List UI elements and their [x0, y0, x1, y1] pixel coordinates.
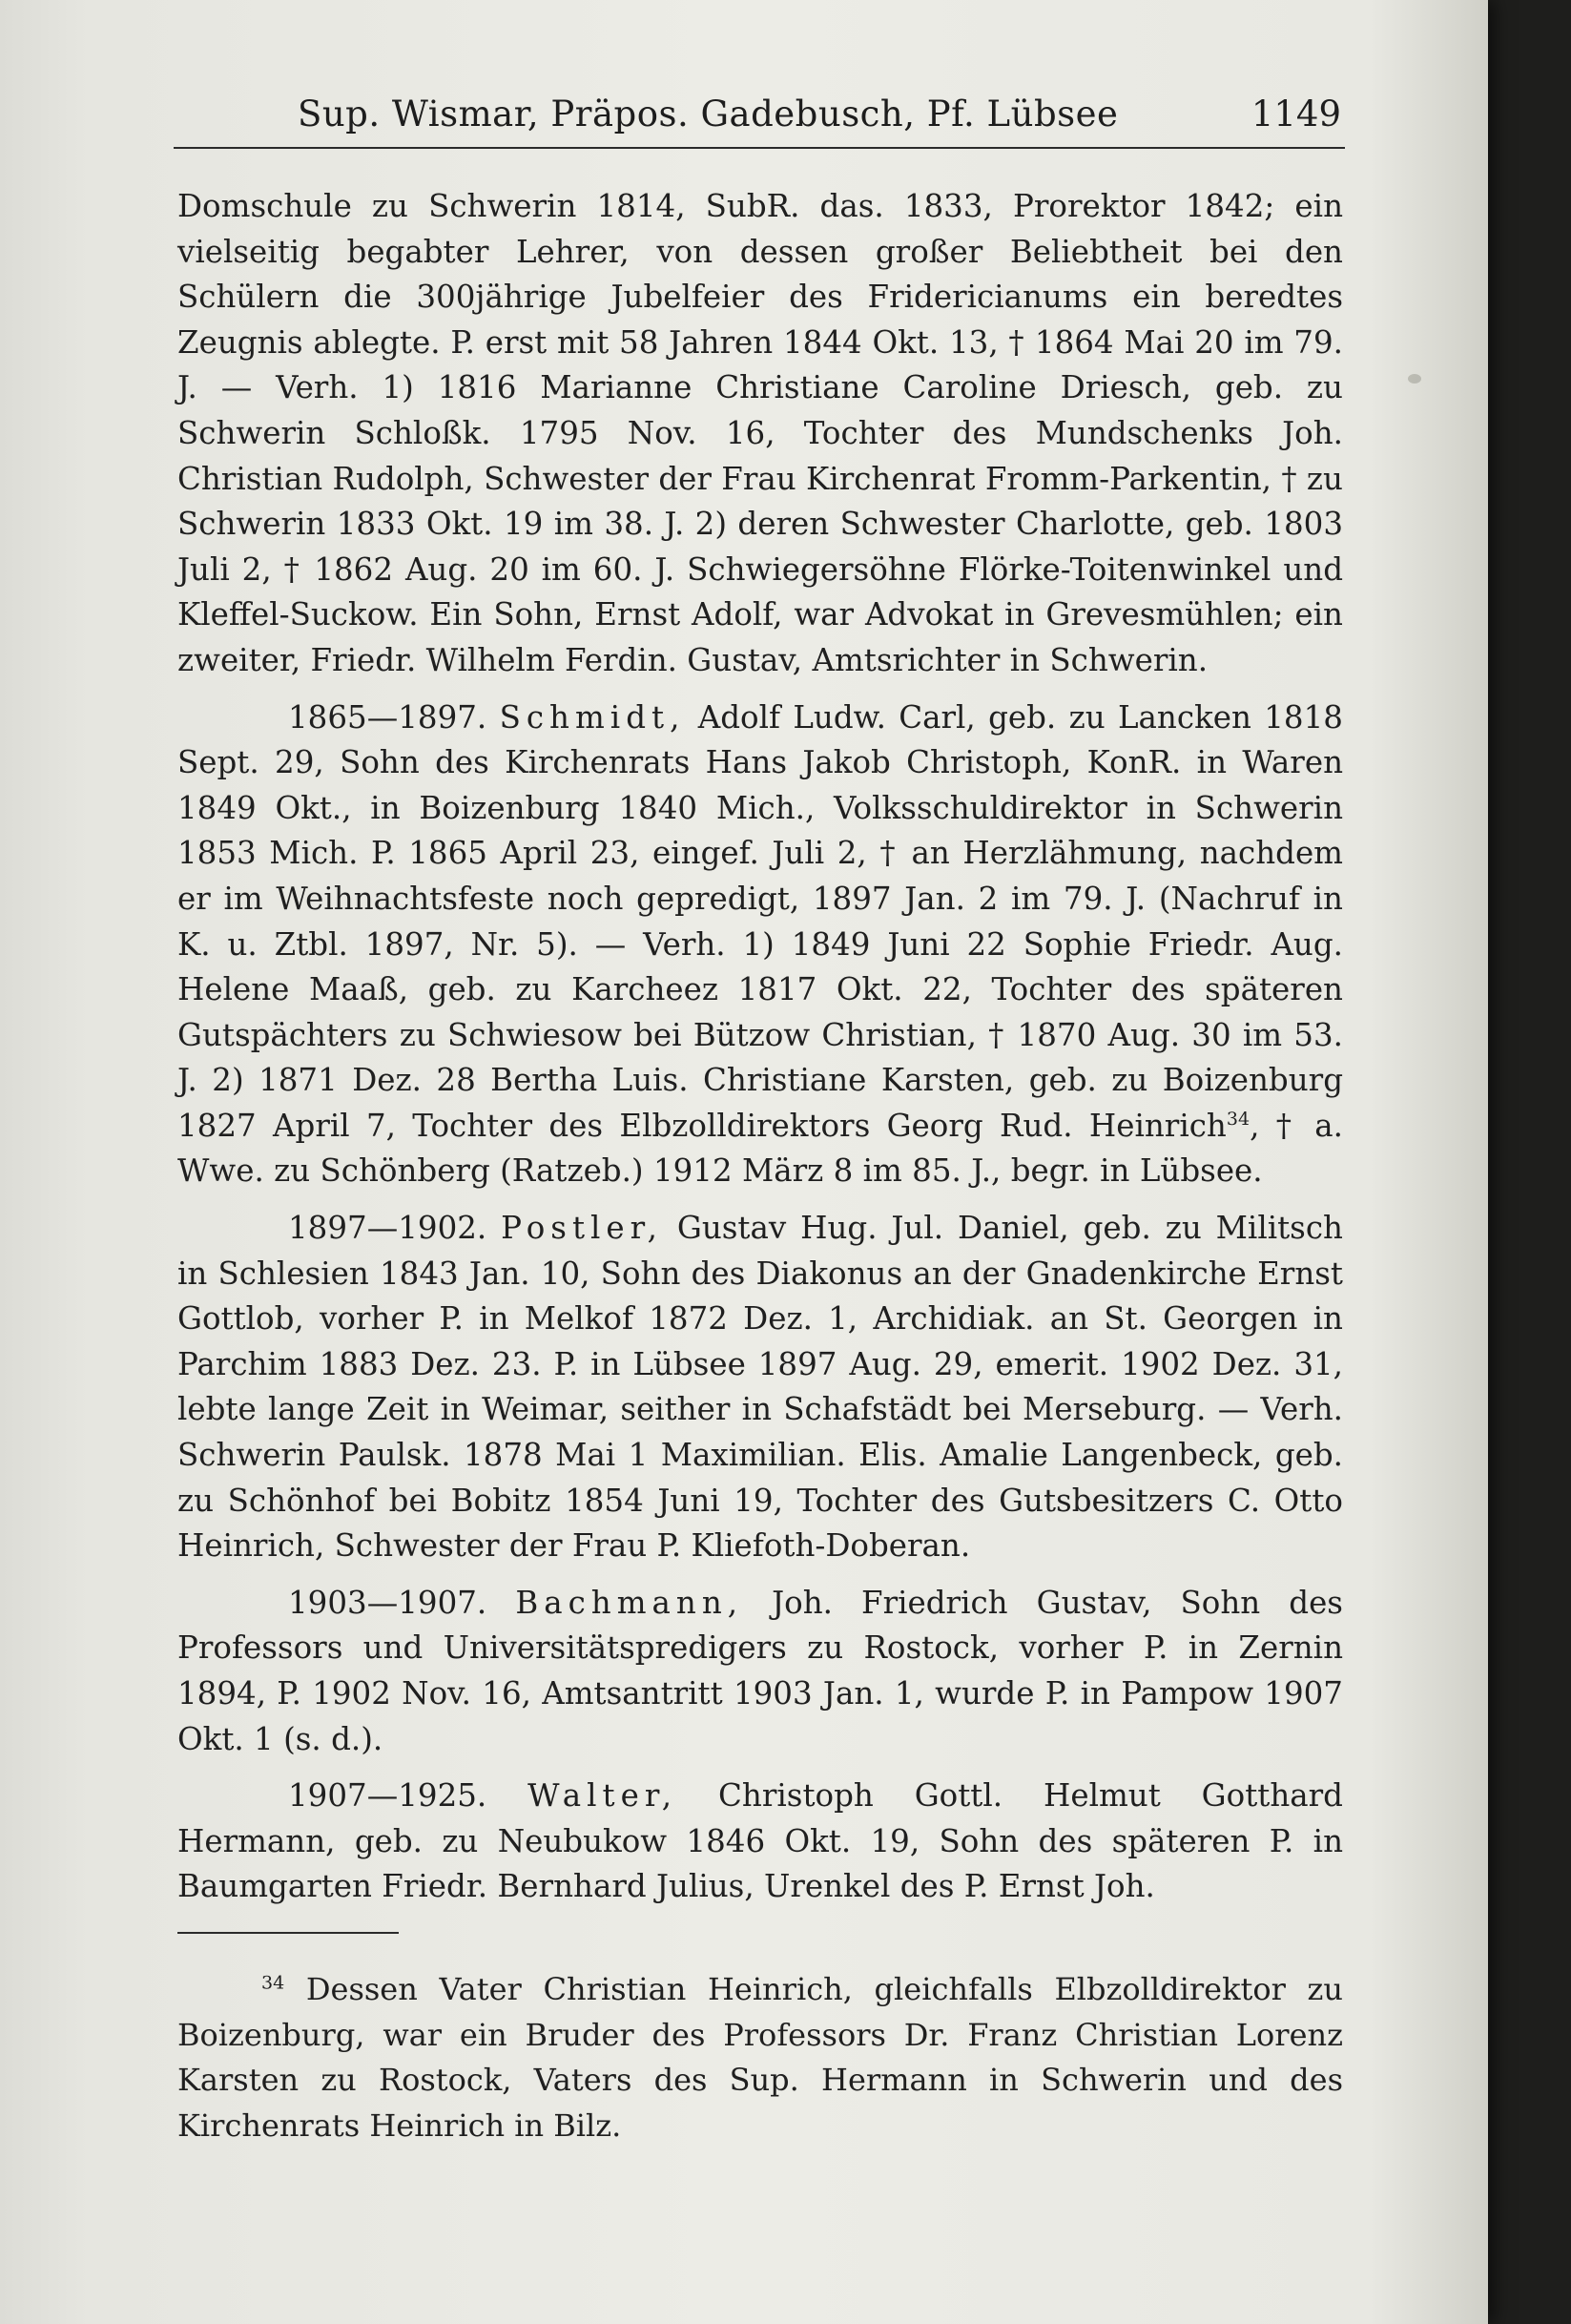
entry-name: Schmidt,: [499, 698, 686, 736]
entry-text: Adolf Ludw. Carl, geb. zu Lancken 1818 Sept. 29, Sohn des Kirchenrats Hans Jakob Christoph, KonR. in Waren 1849 Okt., in Boizenburg 1840 Mich., Volksschuldirektor in Schwerin 1853 Mich. P. 1865 April 23, eingef. Juli 2, † an Herzlähmung, nachdem er im Weihnachtsfeste noch gepredigt, 1897 Jan. 2 im 79. J. (Nachruf in K. u. Ztbl. 1897, Nr. 5). — Verh. 1) 1849 Juni 22 Sophie Friedr. Aug. Helene Maaß, geb. zu Karcheez 1817 Okt. 22, Tochter des späteren Gutspächters zu Schwiesow bei Bützow Christian, † 1870 Aug. 30 im 53. J. 2) 1871 Dez. 28 Bertha Luis. Christiane Karsten, geb. zu Boizenburg 1827 April 7, Tochter des Elbzolldirektors Georg Rud. Heinrich: [177, 698, 1343, 1144]
entry-years: 1903—1907.: [288, 1584, 487, 1621]
running-title: Sup. Wismar, Präpos. Gadebusch, Pf. Lübsee: [298, 93, 1119, 135]
entry-text: Christoph Gottl. Helmut Gotthard Hermann, geb. zu Neubukow 1846 Okt. 19, Sohn des späteren P. in Baumgarten Friedr. Bernhard Julius, Urenkel des P. Ernst Joh.: [177, 1777, 1343, 1905]
pastor-entry: [177, 1581, 1343, 1762]
entry-text-continued: , † a. Wwe. zu Schönberg (Ratzeb.) 1912 März 8 im 85. J., begr. in Lübsee.: [177, 1107, 1344, 1190]
footnote-marker[interactable]: 34: [1226, 1109, 1251, 1131]
intro-paragraph: Domschule zu Schwerin 1814, SubR. das. 1833, Prorektor 1842; ein vielseitig begabter Lehrer, von dessen großer Beliebtheit bei den Schülern die 300jährige Jubelfeier des Fridericianums ein beredtes Zeugnis ablegte. P. erst mit 58 Jahren 1844 Okt. 13, † 1864 Mai 20 im 79. J. — Verh. 1) 1816 Marianne Christiane Caroline Driesch, geb. zu Schwerin Schloßk. 1795 Nov. 16, Tochter des Mundschenks Joh. Christian Rudolph, Schwester der Frau Kirchenrat Fromm-Parkentin, † zu Schwerin 1833 Okt. 19 im 38. J. 2) deren Schwester Charlotte, geb. 1803 Juli 2, † 1862 Aug. 20 im 60. J. Schwiegersöhne Flörke-Toitenwinkel und Kleffel-Suckow. Ein Sohn, Ernst Adolf, war Advokat in Grevesmühlen; ein zweiter, Friedr. Wilhelm Ferdin. Gustav, Amtsrichter in Schwerin.: [177, 188, 1343, 678]
pastor-entry: [177, 1206, 1343, 1569]
footnote-divider: [177, 1932, 399, 1934]
entry-years: 1897—1902.: [288, 1210, 487, 1247]
entry-years: 1865—1897.: [288, 698, 487, 736]
main-text: [177, 184, 1343, 1910]
footnote: [177, 1967, 1343, 2148]
entry-name: Bachmann,: [515, 1584, 744, 1621]
footnote-text: Dessen Vater Christian Heinrich, gleichfalls Elbzolldirektor zu Boizenburg, war ein Bruder des Professors Dr. Franz Christian Lorenz Karsten zu Rostock, Vaters des Sup. Hermann in Schwerin und des Kirchenrats Heinrich in Bilz.: [177, 1971, 1343, 2144]
pastor-entry: [177, 695, 1343, 1195]
entry-text: Gustav Hug. Jul. Daniel, geb. zu Militsch in Schlesien 1843 Jan. 10, Sohn des Diakonus an der Gnadenkirche Ernst Gottlob, vorher P. in Melkof 1872 Dez. 1, Archidiak. an St. Georgen in Parchim 1883 Dez. 23. P. in Lübsee 1897 Aug. 29, emerit. 1902 Dez. 31, lebte lange Zeit in Weimar, seither in Schafstädt bei Merseburg. — Verh. Schwerin Paulsk. 1878 Mai 1 Maximilian. Elis. Amalie Langenbeck, geb. zu Schönhof bei Bobitz 1854 Juni 19, Tochter des Gutsbesitzers C. Otto Heinrich, Schwester der Frau P. Kliefoth-Doberan.: [177, 1210, 1343, 1565]
entry-years: 1907—1925.: [288, 1777, 487, 1815]
paper-smudge: [1408, 374, 1421, 384]
page-header: [174, 88, 1345, 149]
entry-text: Joh. Friedrich Gustav, Sohn des Professors und Universitätspredigers zu Rostock, vorher P. in Zernin 1894, P. 1902 Nov. 16, Amtsantritt 1903 Jan. 1, wurde P. in Pampow 1907 Okt. 1 (s. d.).: [177, 1584, 1343, 1757]
page-number: 1149: [1251, 93, 1341, 135]
entry-name: Postler,: [501, 1210, 663, 1247]
footnote-number: 34: [261, 1972, 285, 1994]
entry-name: Walter,: [527, 1777, 678, 1815]
pastor-entry: [177, 1774, 1343, 1910]
